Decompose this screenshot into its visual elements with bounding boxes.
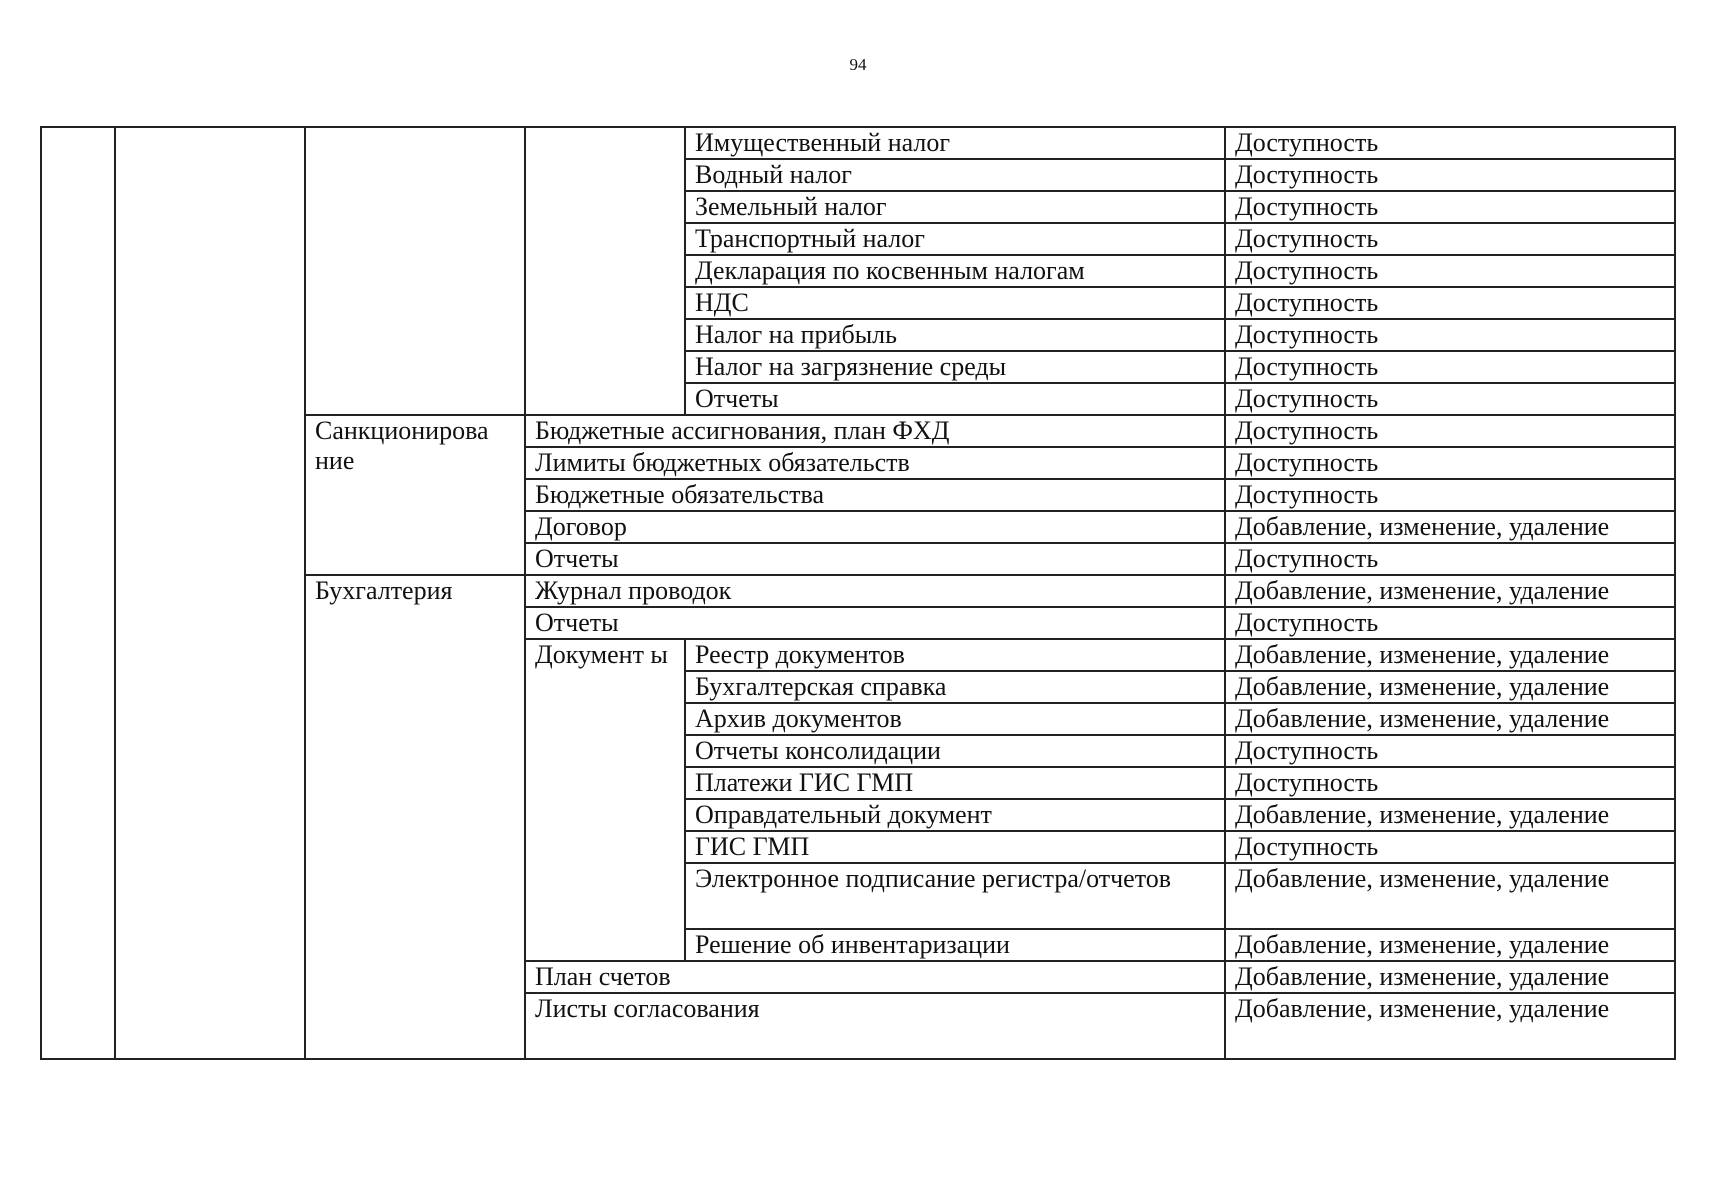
access-cell: Доступность	[1225, 415, 1675, 447]
item-cell: Налог на прибыль	[685, 319, 1225, 351]
item-cell: Журнал проводок	[525, 575, 1225, 607]
item-cell: Бюджетные обязательства	[525, 479, 1225, 511]
access-cell: Доступность	[1225, 447, 1675, 479]
access-cell: Доступность	[1225, 159, 1675, 191]
access-cell: Добавление, изменение, удаление	[1225, 671, 1675, 703]
item-cell: Договор	[525, 511, 1225, 543]
access-cell: Добавление, изменение, удаление	[1225, 863, 1675, 929]
access-cell: Доступность	[1225, 287, 1675, 319]
table-row	[41, 127, 1675, 159]
access-cell: Добавление, изменение, удаление	[1225, 575, 1675, 607]
access-cell: Добавление, изменение, удаление	[1225, 993, 1675, 1059]
access-cell: Доступность	[1225, 735, 1675, 767]
item-cell: Отчеты	[685, 383, 1225, 415]
item-cell: Отчеты консолидации	[685, 735, 1225, 767]
access-cell: Добавление, изменение, удаление	[1225, 961, 1675, 993]
access-cell: Доступность	[1225, 191, 1675, 223]
section-cell-accounting: Бухгалтерия	[305, 575, 525, 1059]
item-cell: ГИС ГМП	[685, 831, 1225, 863]
access-cell: Доступность	[1225, 543, 1675, 575]
item-cell: Оправдательный документ	[685, 799, 1225, 831]
item-cell: Реестр документов	[685, 639, 1225, 671]
access-cell: Добавление, изменение, удаление	[1225, 639, 1675, 671]
item-cell: Имущественный налог	[685, 127, 1225, 159]
item-cell: Отчеты	[525, 607, 1225, 639]
access-cell: Доступность	[1225, 831, 1675, 863]
subsection-cell-documents: Документ ы	[525, 639, 685, 961]
access-cell: Добавление, изменение, удаление	[1225, 703, 1675, 735]
access-cell: Доступность	[1225, 383, 1675, 415]
page-number: 94	[849, 55, 867, 74]
access-cell: Добавление, изменение, удаление	[1225, 511, 1675, 543]
item-cell: НДС	[685, 287, 1225, 319]
section-cell-empty	[305, 127, 525, 415]
access-cell: Доступность	[1225, 607, 1675, 639]
item-cell: Платежи ГИС ГМП	[685, 767, 1225, 799]
access-cell: Доступность	[1225, 351, 1675, 383]
item-cell: Бухгалтерская справка	[685, 671, 1225, 703]
access-cell: Доступность	[1225, 255, 1675, 287]
subsection-cell-empty	[525, 127, 685, 415]
access-cell: Доступность	[1225, 767, 1675, 799]
item-cell: Водный налог	[685, 159, 1225, 191]
access-cell: Добавление, изменение, удаление	[1225, 799, 1675, 831]
section-cell-sanction: Санкционирова ние	[305, 415, 525, 575]
item-cell: Листы согласования	[525, 993, 1225, 1059]
item-cell: Бюджетные ассигнования, план ФХД	[525, 415, 1225, 447]
access-cell: Доступность	[1225, 319, 1675, 351]
item-cell: Транспортный налог	[685, 223, 1225, 255]
item-cell: Лимиты бюджетных обязательств	[525, 447, 1225, 479]
access-cell: Доступность	[1225, 223, 1675, 255]
access-cell: Доступность	[1225, 479, 1675, 511]
number-column-cell	[41, 127, 115, 1059]
item-cell: Отчеты	[525, 543, 1225, 575]
access-rights-table	[40, 126, 1676, 1060]
item-cell: Решение об инвентаризации	[685, 929, 1225, 961]
item-cell: Земельный налог	[685, 191, 1225, 223]
item-cell: Электронное подписание регистра/отчетов	[685, 863, 1225, 929]
item-cell: Декларация по косвенным налогам	[685, 255, 1225, 287]
item-cell: Архив документов	[685, 703, 1225, 735]
module-column-cell	[115, 127, 305, 1059]
access-cell: Доступность	[1225, 127, 1675, 159]
item-cell: Налог на загрязнение среды	[685, 351, 1225, 383]
item-cell: План счетов	[525, 961, 1225, 993]
access-cell: Добавление, изменение, удаление	[1225, 929, 1675, 961]
